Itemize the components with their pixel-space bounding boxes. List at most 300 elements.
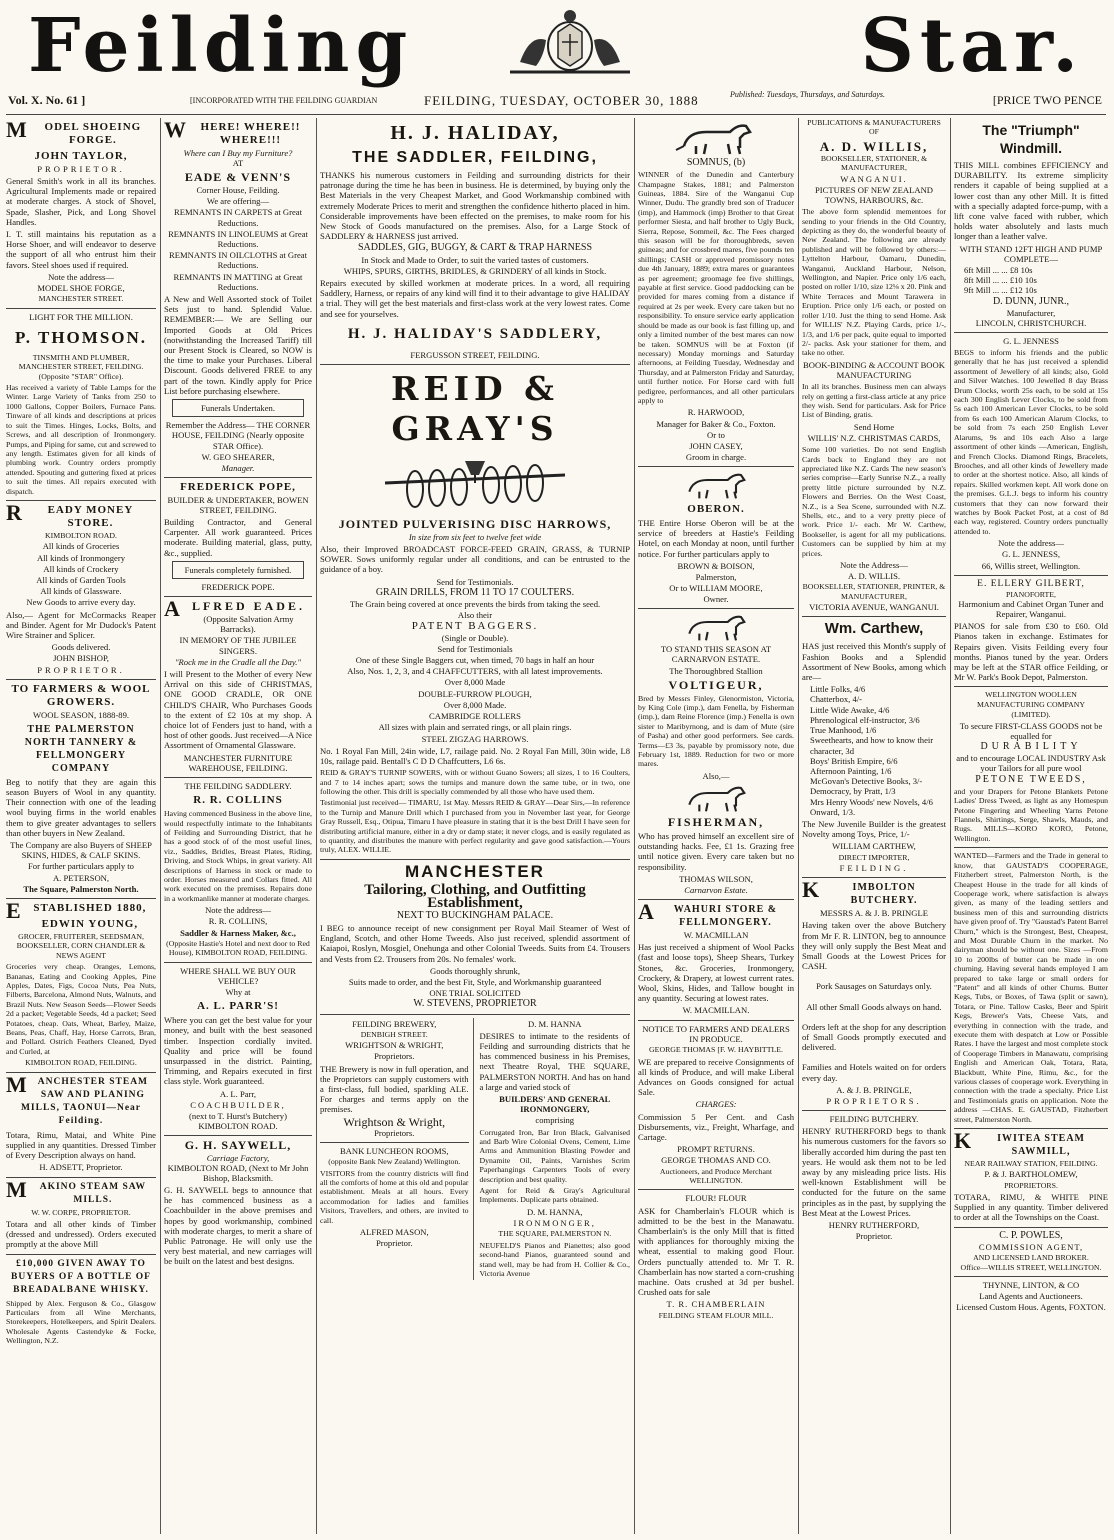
list-item: Afternoon Painting, 1/6	[810, 765, 892, 776]
ad-body: WE are prepared to receive Consignments of all kinds of Produce, and will make Liberal Advances on Goods consigned for actual Sale.	[638, 1056, 794, 1098]
ad-sub: DENBIGH STREET.	[360, 1029, 428, 1039]
ad-name: OBERON.	[687, 502, 745, 515]
ad-heading: FEILDING BUTCHERY.	[829, 1113, 919, 1124]
ad-role: Land Agents and Auctioneers.	[979, 1291, 1083, 1302]
ad-name: H. ADSETT, Proprietor.	[39, 1162, 123, 1173]
ad-signature: THOMAS WILSON,	[679, 873, 753, 884]
divider	[638, 1189, 794, 1190]
ad-signature: Wrightson & Wright,	[343, 1114, 446, 1129]
ad-heading: WHERE! WHERE!! WHERE!!!	[164, 118, 301, 146]
ad-heading: THE SADDLER, FEILDING,	[352, 149, 598, 166]
divider	[638, 466, 794, 467]
price-list	[954, 265, 1108, 296]
ad-heading: The "Triumph" Windmill.	[982, 122, 1080, 156]
ad-role: PROPRIETORS.	[1004, 1180, 1058, 1190]
ad-name: P. THOMSON.	[14, 327, 148, 347]
ad-sub: Why at	[225, 987, 251, 998]
ad-line: Send Home	[853, 421, 895, 432]
ad-heading: BUILDERS' AND GENERAL IRONMONGERY,	[499, 1094, 611, 1115]
list-item: True Manhood, 1/6	[810, 725, 877, 736]
ad-body: Remember the Address— THE CORNER HOUSE, FEILDING (Nearly opposite STAR Office).	[165, 420, 311, 451]
ad-heading: KIMBOLTON BUTCHERY.	[802, 877, 918, 907]
column-rule	[950, 118, 951, 1534]
list-item: REMNANTS IN LINOLEUMS at Great Reductions.	[168, 228, 308, 250]
column-3	[320, 118, 630, 1536]
ad-heading: AWAHURI STORE & FELLMONGERY.	[638, 899, 778, 929]
notice-box: Funerals Undertaken.	[172, 399, 304, 417]
list-item: Boys' British Empire, 6/6	[810, 755, 898, 766]
ad-role: DIRECT IMPORTER,	[838, 852, 910, 862]
ad-sub: NEAR RAILWAY STATION, FEILDING.	[964, 1159, 1098, 1169]
ad-heading: WELLINGTON WOOLLEN MANUFACTURING COMPANY	[976, 690, 1086, 709]
ad-signature: D. M. HANNA,	[526, 1206, 583, 1217]
ad-body: I BEG to announce receipt of new consignment per Royal Mail Steamer of West of England, Scotch, and other Home Tweeds. Also just received, splendid assortment of Kaiapoi, Roslyn, Mosgiel, Onehunga and other Colonial Tweeds. Suits from £4. Trousers and Vests from £2. Trousers from 20s. No females' work.	[320, 922, 630, 964]
ad-signature: JOHN CASEY,	[689, 440, 743, 451]
ad-street: MANCHESTER STREET.	[38, 294, 124, 304]
column-rule	[798, 118, 799, 1534]
ad-sub: (Opposite Salvation Army Barracks).	[203, 614, 294, 635]
ad-role: TINSMITH AND PLUMBER, MANCHESTER STREET, FEILDING. (Opposite "STAR" Office).	[18, 352, 144, 381]
ad-sub: PUBLICATIONS & MANUFACTURERS OF	[807, 118, 941, 137]
ad-heading: TO FARMERS & WOOL GROWERS.	[11, 682, 151, 708]
list-item: 6ft Mill ... ... £8 10s	[964, 265, 1033, 276]
ad-role: Carriage Factory,	[206, 1153, 270, 1164]
ad-body: Corrugated Iron, Bar Iron Black, Galvanised and Barb Wire Colonial Ovens, Cement, Lime Arms and Ammunition Blasting Powder and Dynamite Oil, Paints, Varnishes Scrim Paperhangings Carpenters Tools of every description and best quality.	[479, 1127, 630, 1184]
ad-name: H. J. HALIDAY,	[390, 122, 560, 144]
volume-number: Vol. X. No. 61 ]	[8, 93, 86, 107]
ad-name: Wm. Carthew,	[824, 620, 924, 638]
ad-role: Carnarvon Estate.	[684, 885, 748, 896]
ad-body: Having taken over the above Butchery from Mr F. R. LINTON, beg to announce they will only supply the Best Meat and Small Goods at the Lowest Prices for CASH.	[802, 920, 946, 972]
ad-line: All other Small Goods always on hand.	[806, 1001, 942, 1012]
ad-signature: BROWN & BOISON,	[677, 560, 755, 571]
divider	[164, 962, 312, 963]
ad-note: Note the address—	[205, 905, 271, 916]
ad-body: Goods delivered.	[51, 642, 111, 653]
divider	[164, 596, 312, 597]
ad-note: Note the address—	[48, 271, 114, 282]
ad-role: Auctioneers, and Produce Merchant WELLINGTON.	[659, 1166, 773, 1185]
ad-line: GRAIN DRILLS, FROM 11 TO 17 COULTERS.	[375, 586, 575, 598]
ad-body: Some 100 varieties. Do not send English Cards back to England they are not appreciated like N.Z. Cards The new season's series comprise—Early Sunrise N.Z., a really pretty little picture surrounded by N.Z. Flowers and Berries. On the West Coast, N.Z., is a Sea Scene, surrounded with N.Z. Shells, etc., and to a very pretty piece of work. Price 1/- each. Mr W. Carthew, Bookseller, is agent for all my publications. Customers can be supplied by him at my prices.	[802, 445, 946, 558]
ad-heading: ALFRED EADE.	[164, 596, 305, 622]
ad-sub: WOOL SEASON, 1888-89.	[32, 709, 130, 720]
notice-box: Funerals completely furnished.	[172, 561, 304, 579]
ad-role: FEILDING STEAM FLOUR MILL.	[658, 1310, 774, 1320]
divider	[954, 575, 1108, 576]
horse-icon	[671, 470, 761, 500]
ad-body: Groceries very cheap. Oranges, Lemons, Bananas, Eating and Cooking Apples, Pine Apples, Dates, Figs, Cocoa Nuts, Pea Nuts, Filberts, Barcelona, Almond Nuts, Walnuts, and Brazil Nuts. New Season Seeds—Flower Seeds 2d a packet; Vegetable Seeds, 4d a packet; Seed Potatoes, cheap. Oats, Wheat, Barley, Maize, Beans, Peas, Chaff, Hay, Horse Carrots, Bran, and Pollard. Ostrich Feathers Cleaned, Dyed and Curled, at	[6, 962, 156, 1056]
ad-role: Saddler & Harness Maker, &c.,	[180, 927, 296, 938]
ad-note: Note the address—	[998, 538, 1064, 549]
ad-role: PROPRIETOR.	[37, 664, 125, 675]
ad-line: Goods thoroughly shrunk,	[430, 965, 520, 976]
ad-body: TOTARA, RIMU, & WHITE PINE Supplied in any quantity. Timber delivered to order at all the Townships on the Coast.	[954, 1192, 1108, 1223]
ad-sub: CHARGES:	[695, 1099, 737, 1110]
ad-body: Where you can get the best value for your money, and built with the best seasoned timber. Inspection cordially invited. Quality and price will be found unsurpassed in the district. Painting, Trimming, and Repairs executed in first class style. Work guaranteed.	[164, 1015, 312, 1087]
ad-name: MESSRS A. & J. B. PRINGLE	[820, 908, 928, 919]
divider	[6, 1177, 156, 1178]
ad-line: (Single or Double).	[441, 632, 509, 643]
ad-body: WINNER of the Dunedin and Canterbury Champagne Stakes, 1881; and Palmerston Guineas, 1884. Sire of the Wanganui Cup Winner, Dudu. The grandly bred son of Traducer (imp), and Hammock (imp) Brother to that Great performer Siesta, and half brother to Ugly Buck, Sierra, Repose, Sommeil, &c. The Fees charged this season will be for thoroughbreds, seven guineas; and for crossbred mares, five pounds ten shillings; CASH or approved promissory notes due 4th January, 1889; extra mares or guarantees as per agreement; groomage fee five shillings, payable at first service. Good paddocking can be provided for mares coming from a distance if required at 2s per week. Every care taken but no responsibility. To ensure service early application should be made as our book is fast filling up, and only a limited number of the best mares can now be taken. SOMNUS will be at Foxton (if necessary) Monday mornings and Saturday afternoons, at Feilding Tuesday, Wednesday and Thursday, and at Palmerston Friday and Saturday, until further notice. For Horse card with full pedigree, performances, and all other particulars apply to	[638, 170, 794, 405]
list-item: REMNANTS IN OILCLOTHS at Great Reductions.	[169, 250, 307, 271]
ad-body: We are offering—	[206, 196, 270, 207]
ad-body: Shipped by Alex. Ferguson & Co., Glasgow Particulars from all Wine Merchants, Storekeepers, Hotelkeepers, and Spirit Dealers. Wholesale Agents Castendyke & Focke, Wellington, N.Z.	[6, 1298, 156, 1346]
ad-signature: GEORGE THOMAS AND CO.	[661, 1155, 771, 1166]
ad-sub: In size from six feet to twelve feet wide	[408, 532, 542, 543]
ad-sub: GEORGE THOMAS [F. W. HAYBITTLE.	[649, 1045, 783, 1055]
ad-line: WITH STAND 12FT HIGH AND PUMP COMPLETE—	[959, 243, 1103, 264]
ad-heading: MAKINO STEAM SAW MILLS.	[6, 1176, 147, 1205]
ad-sub: The Thoroughbred Stallion	[669, 665, 763, 676]
ad-role: Manufacturer,	[1006, 307, 1056, 318]
ad-heading: PETONE TWEEDS,	[975, 773, 1087, 785]
ad-name: A. PETERSON,	[52, 872, 110, 883]
ad-line: Over 8,000 Made.	[443, 699, 507, 710]
ad-address: Corner House, Feilding.	[196, 185, 280, 195]
ad-line: In Stock and Made to Order, to suit the varied tastes of customers.	[361, 254, 589, 265]
ad-line: Suits made to order, and the best Fit, Style, and Workmanship guaranteed	[348, 976, 602, 987]
ad-address: FERGUSSON STREET, FEILDING.	[410, 349, 540, 360]
ad-role: Proprietor.	[855, 1231, 893, 1242]
ad-body: Agent for Reid & Gray's Agricultural Implements. Duplicate parts obtained.	[479, 1186, 630, 1205]
ad-sub: Licensed Custom Hous. Agents, FOXTON.	[956, 1302, 1106, 1313]
ad-role: Proprietors.	[374, 1127, 415, 1138]
divider	[954, 1227, 1108, 1228]
ad-name: EDWIN YOUNG,	[41, 918, 139, 931]
ad-signature: T. R. CHAMBERLAIN	[666, 1299, 766, 1310]
ad-name: JOHN TAYLOR,	[34, 150, 128, 162]
ad-line: ONE TRIAL SOLICITED	[429, 988, 521, 999]
ad-heading: TO STAND THIS SEASON AT CARNARVON ESTATE.	[660, 644, 772, 665]
split-ads-row	[320, 1018, 630, 1281]
ad-body: HAS just received this Month's supply of Fashion Books and a Splendid Assortment of New Books, among which are—	[802, 641, 946, 683]
ad-sub: IN MEMORY OF THE JUBILEE SINGERS.	[179, 635, 297, 656]
ad-body: Families and Hotels waited on for orders every day.	[802, 1062, 946, 1083]
ad-line: All sizes with plain and serrated rings, or all plain rings.	[378, 722, 572, 733]
ad-role: PIANOFORTE,	[1006, 589, 1056, 599]
divider	[6, 1254, 156, 1255]
ad-line: Send for Testimonials	[437, 643, 513, 654]
ad-heading: WILLIS' N.Z. CHRISTMAS CARDS,	[807, 432, 941, 443]
ad-body: DESIRES to intimate to the residents of Feilding and surrounding districts that he has commenced business in his Premises, next Theatre Royal, THE SQUARE, PALMERSTON NORTH. And has on hand a large and varied stock of	[479, 1030, 630, 1092]
divider	[954, 332, 1108, 333]
ad-name: JOHN BISHOP,	[53, 653, 109, 664]
ad-body: General Smith's work in all its branches. Agricultural Implements made or repaired at moderate charges. A stock of Shovel, Spade, Slasher, Pick, and Long Shovel Handles.	[6, 176, 156, 227]
masthead-title-right: Star.	[860, 3, 1084, 89]
ad-body: Has received a variety of Table Lamps for the Winter. Large Variety of Tanks from 250 to 1000 Gallons, Copper Boilers, Furnace Pans. Tinware of all kinds and descriptions at prices to suit the Times. Hinges, Locks, Bolts, and Screws, and all description of Ironmongery. Pumps, and Piping for same, cut and screwed to any length. Estimates given for all kinds of plumbing work. Country orders promptly attended. Spouting and guttering fixed at prices to suit the times. All repairs executed with dispatch.	[6, 383, 156, 496]
ad-name: EADE & VENN'S	[184, 170, 292, 184]
ad-body: For further particulars apply to	[28, 861, 134, 872]
divider	[802, 877, 946, 878]
ad-sub: (opposite Bank New Zealand) Wellington.	[328, 1157, 461, 1167]
ad-signature: A. & J. B. PRINGLE,	[836, 1084, 912, 1095]
ad-role: Owner.	[703, 594, 729, 605]
list-item: Little Folks, 4/6	[810, 684, 866, 695]
column-1	[6, 118, 156, 1536]
ad-name: W. W. CORPE, PROPRIETOR.	[31, 1207, 131, 1217]
ad-name: C. P. POWLES,	[999, 1229, 1063, 1241]
ad-body: THE Entire Horse Oberon will be at the service of breeders at Hastie's Feilding Hotel, on each Monday at noon, until further notice. For further particulars apply to	[638, 517, 794, 559]
ad-body: New Goods to arrive every day.	[26, 597, 136, 608]
ad-heading: NOTICE TO FARMERS AND DEALERS IN PRODUCE.	[642, 1023, 790, 1044]
ad-name: P. & J. BARTHOLOMEW,	[984, 1169, 1078, 1180]
ad-line: Also their	[457, 610, 493, 621]
ad-body: Building Contractor, and General Carpenter. All work guaranteed. Prices moderate. Building material, glass, putty, &c., supplied.	[164, 517, 312, 558]
ad-heading: LIGHT FOR THE MILLION.	[29, 311, 133, 322]
divider	[954, 686, 1108, 687]
disc-harrow-illustration-icon	[375, 453, 575, 515]
ad-role: Palmerston,	[695, 571, 737, 582]
list-item: All kinds of Crockery	[43, 563, 119, 574]
ad-address: (Opposite Hastie's Hotel and next door to Red House), KIMBOLTON ROAD, FEILDING.	[166, 938, 310, 958]
ad-heading: Tailoring, Clothing, and Outfitting Establishment,	[364, 881, 586, 911]
ad-address: 66, Willis street, Wellington.	[981, 560, 1081, 571]
ironmongery-ad	[480, 1018, 630, 1281]
list-item: REMNANTS IN MATTING at Great Reductions.	[173, 271, 303, 292]
list-item: 8ft Mill ... ... £10 10s	[964, 275, 1037, 286]
ad-body: Testimonial just received— TIMARU, 1st May. Messrs REID & GRAY—Dear Sirs,—In reference to the Turnip and Manure Drill which I purchased from you in November last year, for George Gray Russell, Esq., Otipua, Timaru I have pleasure in stating that it is the best Drill I have seen for distributing artificial manure, either in a dry or damp state; it never clogs, and is easily regulated as to quantity, and distributes the manure with perfect regularity and gave good satisfaction.—Yours truly, ALEX. WILLIE.	[320, 798, 630, 855]
ad-body: VISITORS from the country districts will find all the comforts of home at this old and popular establishment. Meals at all hours. Every accommodation for ladies and families Visitors, Travellers, and others, are invited to call.	[320, 1168, 469, 1225]
list-item: Sweethearts, and how to know their character, 3d	[810, 735, 934, 756]
ad-body: In all its branches. Business men can always rely on getting a first-class article at any price they wish. Send for particulars. Ask for Price List of Binding, gratis.	[802, 382, 946, 420]
ad-sub: KIMBOLTON ROAD.	[45, 530, 117, 540]
divider	[802, 1110, 946, 1111]
ad-sub: Harmonium and Cabinet Organ Tuner and Repairer, Wanganui.	[958, 599, 1104, 620]
ad-address: The Square, Palmerston North.	[23, 883, 139, 894]
ad-heading: THE FEILDING SADDLERY.	[184, 780, 292, 791]
ad-role: IRONMONGER,	[513, 1218, 596, 1229]
ad-address: Office—WILLIS STREET, WELLINGTON.	[960, 1262, 1102, 1272]
divider	[6, 308, 156, 309]
column-rule	[634, 118, 635, 1534]
ad-role: Manager.	[221, 463, 255, 474]
ad-name: E. ELLERY GILBERT,	[977, 578, 1085, 589]
ad-heading: £10,000 GIVEN AWAY TO BUYERS OF A BOTTLE OF BREADALBANE WHISKY.	[11, 1258, 151, 1295]
ad-body: A New and Well Assorted stock of Toilet Sets just to hand. Splendid Value. REMEMBER:— We are Selling our Imported Goods at Old Prices (notwithstanding the Increased Tariff) till our Present Stock is Cleared, so NOW is the time to make your Purchases. Liberal Discount. Goods delivered FREE to any part of the town. Kindly apply for Price List before purchasing elsewhere.	[164, 294, 312, 396]
issue-info-bar	[6, 88, 1106, 115]
ad-line: Send for Testimonials.	[436, 576, 514, 587]
divider	[320, 1142, 469, 1143]
ad-body: The Company are also Buyers of SHEEP SKINS, HIDES, & CALF SKINS.	[10, 840, 152, 861]
ad-name: D. M. HANNA	[528, 1018, 582, 1029]
list-item: 9ft Mill ... ... £12 10s	[964, 285, 1037, 296]
ad-address: THE SQUARE, PALMERSTON N.	[498, 1229, 612, 1239]
ad-body: Totara, Rimu, Matai, and White Pine supplied in any quantities. Dressed Timber of Every Description always on hand.	[6, 1129, 156, 1161]
ad-body: ASK for Chamberlain's FLOUR which is admitted to be the best in the Manawatu. Chamberlain's is the only Mill that is fitted with appliances for thoroughly mixing the wheat, essential to making good Flour. Orders punctually attended to. Mr T. R. Chamberlain has now started a corn-crushing machine. Oats crushed at 3d per bushel. Crushed oats for sale	[638, 1205, 794, 1298]
book-list	[802, 684, 946, 817]
dateline: FEILDING, TUESDAY, OCTOBER 30, 1888	[424, 93, 699, 108]
ad-heading: MANCHESTER STEAM SAW AND PLANING MILLS, TAONUI—Near Feilding.	[6, 1071, 149, 1126]
ad-body: and to encourage LOCAL INDUSTRY Ask your Tailors for all pure wool	[956, 753, 1106, 774]
ad-address: KIMBOLTON ROAD, (Next to Mr John Bishop, Blacksmith.	[167, 1163, 309, 1184]
ad-role: BOOKSELLER, STATIONER, & MANUFACTURER,	[820, 153, 928, 173]
ad-heading: PICTURES OF NEW ZEALAND TOWNS, HARBOURS, &c.	[814, 184, 933, 206]
ad-line: WHIPS, SPURS, GIRTHS, BRIDLES, & GRINDERY of all kinds in Stock.	[343, 265, 607, 276]
ad-role: BOOKSELLER, STATIONER, PRINTER, & MANUFACTURER,	[802, 582, 946, 601]
divider	[954, 1276, 1108, 1277]
ad-address: WANGANUI.	[840, 173, 908, 184]
divider	[6, 679, 156, 680]
ad-heading: MODEL SHOEING FORGE.	[6, 118, 142, 146]
ad-name: THYNNE, LINTON, & CO	[982, 1279, 1080, 1290]
ad-role: Proprietor.	[375, 1238, 413, 1249]
ad-name: W. GEO SHEARER,	[201, 451, 275, 462]
incorporated-note: [INCORPORATED WITH THE FEILDING GUARDIAN	[190, 96, 378, 105]
ad-role: Groom in charge.	[685, 451, 747, 462]
ad-body: WANTED—Farmers and the Trade in general to know, that GAUSTAD'S COOPERAGE, Fitzherbert street, Palmerston North, is the Cheapest House in the trade for all kinds of Cooperage work, where satisfaction is always given, as many of the leading settlers and business men of this and surrounding districts have given proof of. Try "Gaustad's Patent Barrel Churn," which is the Strongest, Best, Cheapest, and Most Durable Churn in the market. No dairyman should be without one. Sizes —From 10 to 200lbs of butter can be made in one churning. Having several hands employed I am prepared to take large or small orders for "Patent" and all kinds of other Churns. Butter Kegs, Tubs, or Boxes, of Tawa (split or sawn), Totara, or Pine. Tallow Casks, Beer and Spirit Kegs, Brewer's Vats, Cheese Vats, and everything in connection with the trade, and execute them with despatch at Low or Possible Rates. I have the largest and most complete stock of Cooperage Timbers in Manawatu, comprising English and American Oak, Totara, Rata, Blackbutt, White Pine, Rimu, &c., for the various classes of cooperage work. Everything in connection with the trade a specialty. Price List and Testimonials gratis on application. Note the address —CHAS. E. GAUSTAD, Fitzherbert street, Palmerston North.	[954, 851, 1108, 1124]
ad-line: PROMPT RETURNS.	[677, 1144, 755, 1155]
ad-body: and your Drapers for Petone Blankets Petone Ladies' Dress Tweed, as light as any Homespun Petone Fingering and Wheeling Yarns Petone Flannels, Shirtings, Serge, Shawls, Mauds, and Rugs. MILLS—KORO KORO, Petone, Wellington.	[954, 786, 1108, 843]
ad-address: (next to T. Hurst's Butchery) KIMBOLTON ROAD.	[189, 1111, 287, 1132]
ad-body: No. 1 Royal Fan Mill, 24in wide, L7, railage paid. No. 2 Royal Fan Mill, 30in wide, L8 10s, railage paid. Bentall's C D D Chaffcutters, L6 6s.	[320, 745, 630, 766]
ad-line: Also,—	[702, 770, 730, 781]
ad-body: G. H. SAYWELL begs to announce that he has commenced business as a Coachbuilder in the above premises and hopes by good workmanship, combined with moderate charges, to merit a share of Public Patronage. He will only use the very best material, and new carriages will be built on the latest and best designs.	[164, 1185, 312, 1267]
ad-signature: FREDERICK POPE.	[201, 582, 275, 593]
ad-address: FEILDING.	[839, 862, 909, 873]
brewery-ad	[320, 1018, 474, 1281]
divider	[320, 859, 630, 860]
column-4	[638, 118, 794, 1536]
divider	[164, 777, 312, 778]
ad-sub: AND LICENSED LAND BROKER.	[973, 1253, 1089, 1263]
ad-name: WRIGHTSON & WRIGHT,	[345, 1040, 444, 1051]
ad-name: VOLTIGEUR,	[668, 677, 764, 692]
column-rule	[160, 118, 161, 1534]
ad-heading: READY MONEY STORE.	[6, 499, 134, 529]
ad-body: To secure FIRST-CLASS GOODS not be equalled for	[959, 720, 1103, 741]
ad-signature: HENRY RUTHERFORD,	[828, 1220, 920, 1231]
ad-role: PROPRIETORS.	[826, 1095, 922, 1106]
divider	[320, 364, 630, 365]
list-item: Little Wide Awake, 4/6	[810, 704, 890, 715]
list-item: All kinds of Glassware.	[40, 586, 122, 597]
ad-body: Also, their Improved BROADCAST FORCE-FEED GRAIN, GRASS, & TURNIP SOWER. Sows uniformly regular under all conditions, and can be entrusted to the guidance of a boy.	[320, 544, 630, 575]
ad-body: PIANOS for sale from £30 to £60. Old Pianos taken in exchange. Estimates for Repairs given. Visits Feilding every four months. Pianos tuned by the year. Orders may be left at the STAR office Feilding, or Mr W. Park's Book Depot, Palmerston.	[954, 621, 1108, 683]
column-6	[954, 118, 1108, 1536]
ad-line: Or to	[707, 429, 725, 440]
list-item: Onward, 1/3.	[810, 806, 856, 817]
publication-days: Published: Tuesdays, Thursdays, and Saturdays.	[730, 90, 886, 99]
ad-heading: BOOK-BINDING & ACCOUNT BOOK MANUFACTURING	[803, 359, 945, 380]
ad-note: Note the Address—	[840, 560, 908, 571]
ad-line: CAMBRIDGE ROLLERS	[429, 711, 521, 722]
price-note: [PRICE TWO PENCE	[992, 93, 1102, 107]
ad-name: A. D. WILLIS,	[819, 138, 929, 154]
ad-line: Pork Sausages on Saturdays only.	[816, 981, 932, 992]
ad-role: GROCER, FRUITERER, SEEDSMAN, BOOKSELLER, CORN CHANDLER & NEWS AGENT	[16, 932, 146, 960]
ad-line: Over 8,000 Made	[444, 677, 506, 688]
masthead	[0, 0, 1114, 89]
ad-quote: "Rock me in the Cradle all the Day."	[174, 656, 302, 667]
ad-name: G. L. JENNESS	[1003, 335, 1059, 346]
list-item: All kinds of Garden Tools	[36, 574, 126, 585]
ad-name: A. L. PARR'S!	[197, 1000, 279, 1013]
ad-role: Proprietors.	[374, 1051, 415, 1062]
ad-signature: R. R. COLLINS,	[208, 916, 268, 927]
ad-signature: A. D. WILLIS.	[847, 571, 901, 582]
ad-heading: FLOUR! FLOUR	[685, 1193, 747, 1204]
ad-signature: R. HARWOOD,	[687, 407, 745, 418]
divider	[954, 847, 1108, 848]
ad-signature: A. L. Parr,	[219, 1088, 257, 1099]
ad-signature: W. STEVENS, PROPRIETOR	[413, 998, 537, 1010]
ad-sub: comprising	[535, 1115, 575, 1126]
divider	[6, 1072, 156, 1073]
ad-body: HENRY RUTHERFORD begs to thank his numerous customers for the favors so liberally accorded him during the past ten years. He would ask them not to be led away by any misleading price lists. His well-known Establishment will be conducted for the future on the same principles as in the past, by supplying the Best Meat at the Lowest Prices.	[802, 1126, 946, 1218]
ad-address: LINCOLN, CHRISTCHURCH.	[975, 317, 1087, 328]
ad-line: SADDLES, GIG, BUGGY, & CART & TRAP HARNESS	[357, 242, 593, 254]
ad-body: Beg to notify that they are again this season Buyers of Wool in any quantity. Their connection with one of the leading wool buying firms in the world enables them to give greater advantages to sellers than other buyers in New Zealand.	[6, 776, 156, 838]
ad-heading: BANK LUNCHEON ROOMS,	[339, 1146, 449, 1157]
ad-body: I. T. still maintains his reputation as a Horse Shoer, and will endeavor to deserve the support of all who entrust him their favors. Steel shoes used if required.	[6, 229, 156, 270]
ad-heading: JOINTED PULVERISING DISC HARROWS,	[338, 517, 612, 532]
ad-body: The above form splendid mementoes for sending to your friends in the Old Country, depicting as they do, the wonderful beauty of New Zealand. The following are already published and will be followed by others:— Lyttelton Harbour, Oamaru, Dunedin, Wanganui, Auckland Harbour, Nelson, Wellington, and Napier. Price only 1/6 each, posted on roller 1/10, size 12⅛ x 20. Pink and White Terraces and Mount Tarawera in Eruption. Price only 1/6 each, or posted on roller 1/10. Just the thing to send Home. Ask for WILLIS' N.Z. Playing Cards, price 1/-, 1/3, and 1/6 per pack, quite equal to imported 2/- packs. Ask your stationer for them, and take no other.	[802, 207, 946, 358]
ad-body: Repairs executed by skilled workmen at moderate prices. In a word, all requiring Saddlery, Harness, or repairs of any kind will find it to their advantage to give HALIDAY a trial. They will get the best materials and first-class work at the very lowest rates. Come and see for yourselves.	[320, 278, 630, 319]
ad-body: Orders left at the shop for any description of Small Goods promptly executed and delivered.	[802, 1021, 946, 1053]
ad-line: One of these Single Baggers cut, when timed, 70 bags in half an hour	[355, 655, 595, 666]
ad-role: PROPRIETOR.	[37, 164, 125, 174]
ad-role: BUILDER & UNDERTAKER, BOWEN STREET, FEILDING.	[167, 495, 309, 516]
ad-body: Commission 5 Per Cent. and Cash Disbursements, viz., Freight, Wharfage, and Cartage.	[638, 1111, 794, 1142]
ad-role: COMMISSION AGENT,	[978, 1241, 1084, 1252]
ad-signature: D. DUNN, JUNR.,	[992, 295, 1070, 307]
divider	[954, 1128, 1108, 1129]
column-5	[802, 118, 946, 1536]
list-item: All kinds of Ironmongery	[36, 552, 126, 563]
ad-line: PATENT BAGGERS.	[411, 620, 539, 633]
ad-signature: W. MACMILLAN.	[682, 1005, 750, 1016]
ad-name: SOMNUS, (b)	[686, 157, 746, 168]
ad-role: COACHBUILDER,	[190, 1099, 286, 1110]
list-item: Democracy, by Pratt, 1/3	[810, 786, 896, 797]
divider	[6, 500, 156, 501]
ad-line: DOUBLE-FURROW PLOUGH,	[418, 688, 532, 699]
ad-body: The New Juvenile Builder is the greatest Novelty among Toys, Price, 1/-	[802, 818, 946, 840]
ad-signature: G. L. JENNESS,	[1001, 549, 1060, 560]
ad-name: R. R. COLLINS	[193, 794, 283, 807]
ad-line: Also, Nos. 1, 2, 3, and 4 CHAFFCUTTERS, with all latest improvements.	[347, 666, 603, 677]
ad-heading: KIWITEA STEAM SAWMILL,	[954, 1128, 1085, 1158]
ad-signature: Or to WILLIAM MOORE,	[669, 582, 763, 593]
ad-body: Also,— Agent for McCormacks Reaper and Binder. Agent for Mr Dudock's Patent Wire Strainer and Splicer.	[6, 609, 156, 640]
list-item: Mrs Henry Woods' new Novels, 4/6	[810, 796, 933, 807]
ad-body: Bred by Messrs Finley, Glenormiston, Victoria, by King Cole (imp.), dam Fenella, by Fisherman (imp.), dam Reine Florence (imp.) Fenella is own sister to Maribyrnong, and is dam of Mute (sire of Pasha) and other good performers. See cards. Terms—£3 3s, payable by promissory note, due February 1st, 1889. Reduction for two or more mares.	[638, 693, 794, 769]
ad-role: Manager for Baker & Co., Foxton.	[656, 418, 776, 429]
ad-body: I will Present to the Mother of every New Arrival on this side of CHRISTMAS, ONE GOOD CRADLE, OR ONE CHILD'S CHAIR, Who Purchases Goods to the extent of £2 10s at my shop. A choice lot of Fenders just to hand, with a host of other goods. Just received—A Nice Assortment of Ornamental Glassware.	[164, 668, 312, 751]
ad-name: THE PALMERSTON NORTH TANNERY & FELLMONGERY COMPANY	[24, 723, 138, 774]
ad-heading: FEILDING BREWERY,	[352, 1018, 437, 1029]
ad-heading: ESTABLISHED 1880,	[6, 898, 147, 924]
ad-signature: ALFRED MASON,	[359, 1227, 429, 1238]
list-item: Phrenological elf-instructor, 3/6	[810, 714, 920, 725]
horse-icon	[671, 783, 761, 813]
list-item: Chatterbox, 4/-	[810, 694, 863, 705]
ad-body: Totara and all other kinds of Timber (dressed and undressed). Orders executed promptly at the above Mill	[6, 1218, 156, 1250]
divider	[638, 899, 794, 900]
divider	[638, 608, 794, 609]
ad-address: MANCHESTER FURNITURE WAREHOUSE, FEILDING.	[183, 752, 293, 773]
ad-body: BEGS to inform his friends and the public generally that he has just received a splendid assortment of Jewellery of all kinds; also, Gold and Silver Watches. 100 Jewelled 8 day Brass Drum Clocks, worth 25s each, to be sold at 15s each 300 English Lever Clocks, to be sold from 5s each 100 American Lever Clocks, to be sold from 6s each 100 American Alarum Clocks, to be sold from 7s each 250 English Lever Alarums, 9s and 10s each Also a large assortment of other kinds —American, English, and French Clocks. Diamond Rings, Bracelets, Brooches, and all other kinds of Jewellery made to order at the shortest notice. Also, all kinds of repairs. Skilled workmen kept. All work done on the premises. G.L.J. begs to inform his country customers that they can now forward their watches by Book Packet Post, at a cost of 8d each way, registered. Country orders punctually attended to.	[954, 348, 1108, 536]
ad-sub: (LIMITED).	[1011, 710, 1051, 720]
ad-sub: AT	[232, 158, 244, 168]
ad-sub: Where can I Buy my Furniture?	[183, 148, 293, 158]
horse-icon	[666, 120, 766, 156]
column-rule	[316, 118, 317, 1534]
divider	[164, 477, 312, 478]
ad-name: FREDERICK POPE,	[180, 481, 296, 494]
ad-name: FISHERMAN,	[667, 815, 765, 830]
